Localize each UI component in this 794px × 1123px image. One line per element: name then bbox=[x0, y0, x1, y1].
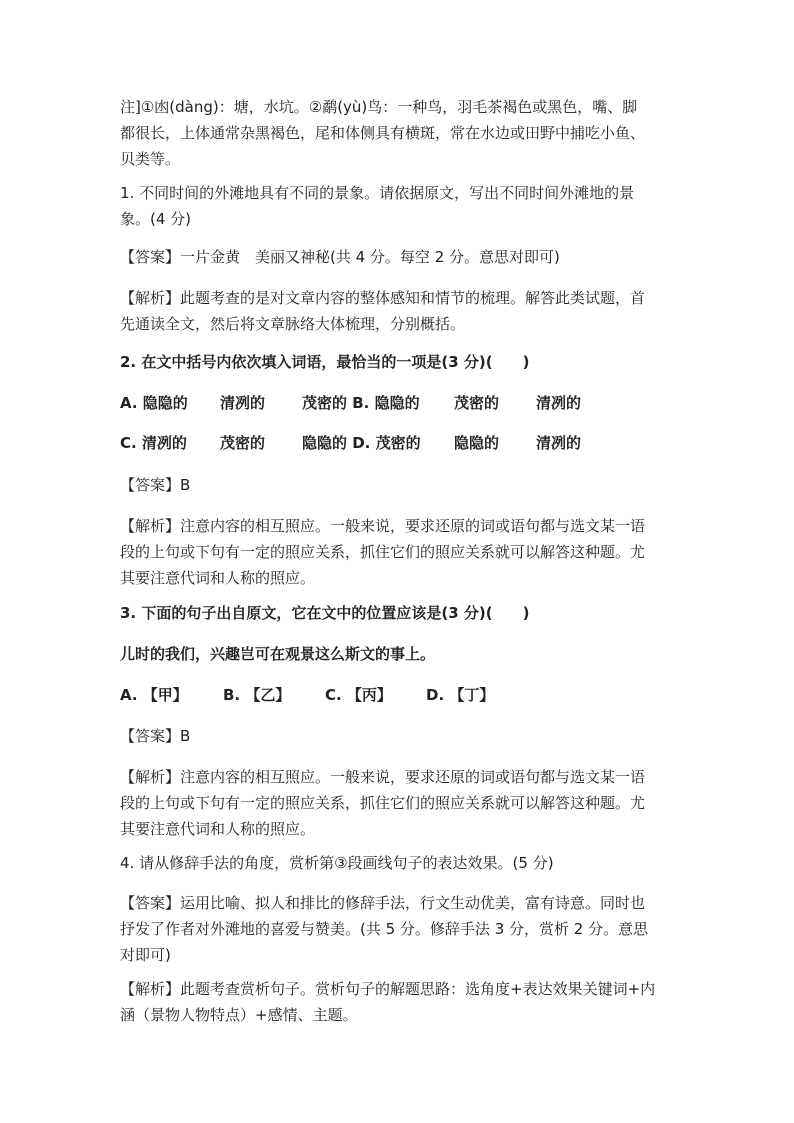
analysis-4: 【解析】此题考查赏析句子。赏析句子的解题思路：选角度+表达效果关键词+内 涵（景物人物特点）+感情、主题。 bbox=[120, 980, 656, 1024]
question-3-options bbox=[120, 682, 680, 708]
answer-4: 【答案】运用比喻、拟人和排比的修辞手法，行文生动优美，富有诗意。同时也 抒发了作者对外滩地的喜爱与赞美。(共 5 分。修辞手法 3 分，赏析 2 分。意思 对即可) bbox=[120, 894, 649, 964]
answer-3: 【答案】B bbox=[120, 727, 191, 745]
option-text: A. 【甲】 bbox=[120, 686, 188, 704]
option-text: 茂密的 bbox=[220, 434, 266, 452]
question-2: 2. 在文中括号内依次填入词语，最恰当的一项是(3 分)( ) bbox=[120, 353, 530, 371]
option-text: 隐隐的 bbox=[454, 434, 500, 452]
option-text: 茂密的 bbox=[454, 394, 500, 412]
question-2-options-row-2 bbox=[120, 430, 680, 456]
option-text: 茂密的 B. 隐隐的 bbox=[302, 394, 420, 412]
analysis-2: 【解析】注意内容的相互照应。一般来说，要求还原的词或语句都与选文某一语 段的上句或下句有一定的照应关系，抓住它们的照应关系就可以解答这种题。尤 其要注意代词和人称的照应。 bbox=[120, 517, 646, 587]
answer-1: 【答案】一片金黄 美丽又神秘(共 4 分。每空 2 分。意思对即可) bbox=[120, 248, 560, 266]
question-1: 1. 不同时间的外滩地具有不同的景象。请依据原文，写出不同时间外滩地的景 象。(4 分) bbox=[120, 184, 635, 228]
analysis-3: 【解析】注意内容的相互照应。一般来说，要求还原的词或语句都与选文某一语 段的上句或下句有一定的照应关系，抓住它们的照应关系就可以解答这种题。尤 其要注意代词和人称的照应。 bbox=[120, 768, 646, 838]
question-4: 4. 请从修辞手法的角度，赏析第③段画线句子的表达效果。(5 分) bbox=[120, 854, 554, 872]
option-text: A. 隐隐的 bbox=[120, 394, 188, 412]
annotation-note: 注]①凼(dàng)：塘，水坑。②鹬(yù)鸟：一种鸟，羽毛茶褐色或黑色，嘴、脚 都很长，上体通常杂黑褐色，尾和体侧具有横斑，常在水边或田野中捕吃小鱼、 贝类等。 bbox=[120, 98, 646, 168]
question-3: 3. 下面的句子出自原文，它在文中的位置应该是(3 分)( ) bbox=[120, 604, 530, 622]
option-text: 清冽的 bbox=[536, 394, 582, 412]
question-2-options-row-1 bbox=[120, 390, 680, 416]
option-text: C. 【丙】 bbox=[325, 686, 392, 704]
option-text: 隐隐的 D. 茂密的 bbox=[302, 434, 421, 452]
option-text: 清冽的 bbox=[220, 394, 266, 412]
option-text: 清冽的 bbox=[536, 434, 582, 452]
option-text: C. 清冽的 bbox=[120, 434, 187, 452]
answer-2: 【答案】B bbox=[120, 476, 191, 494]
option-text: D. 【丁】 bbox=[426, 686, 495, 704]
analysis-1: 【解析】此题考查的是对文章内容的整体感知和情节的梳理。解答此类试题，首 先通读全文，然后将文章脉络大体梳理，分别概括。 bbox=[120, 289, 646, 333]
question-3-sentence: 儿时的我们，兴趣岂可在观景这么斯文的事上。 bbox=[120, 645, 436, 663]
option-text: B. 【乙】 bbox=[223, 686, 291, 704]
